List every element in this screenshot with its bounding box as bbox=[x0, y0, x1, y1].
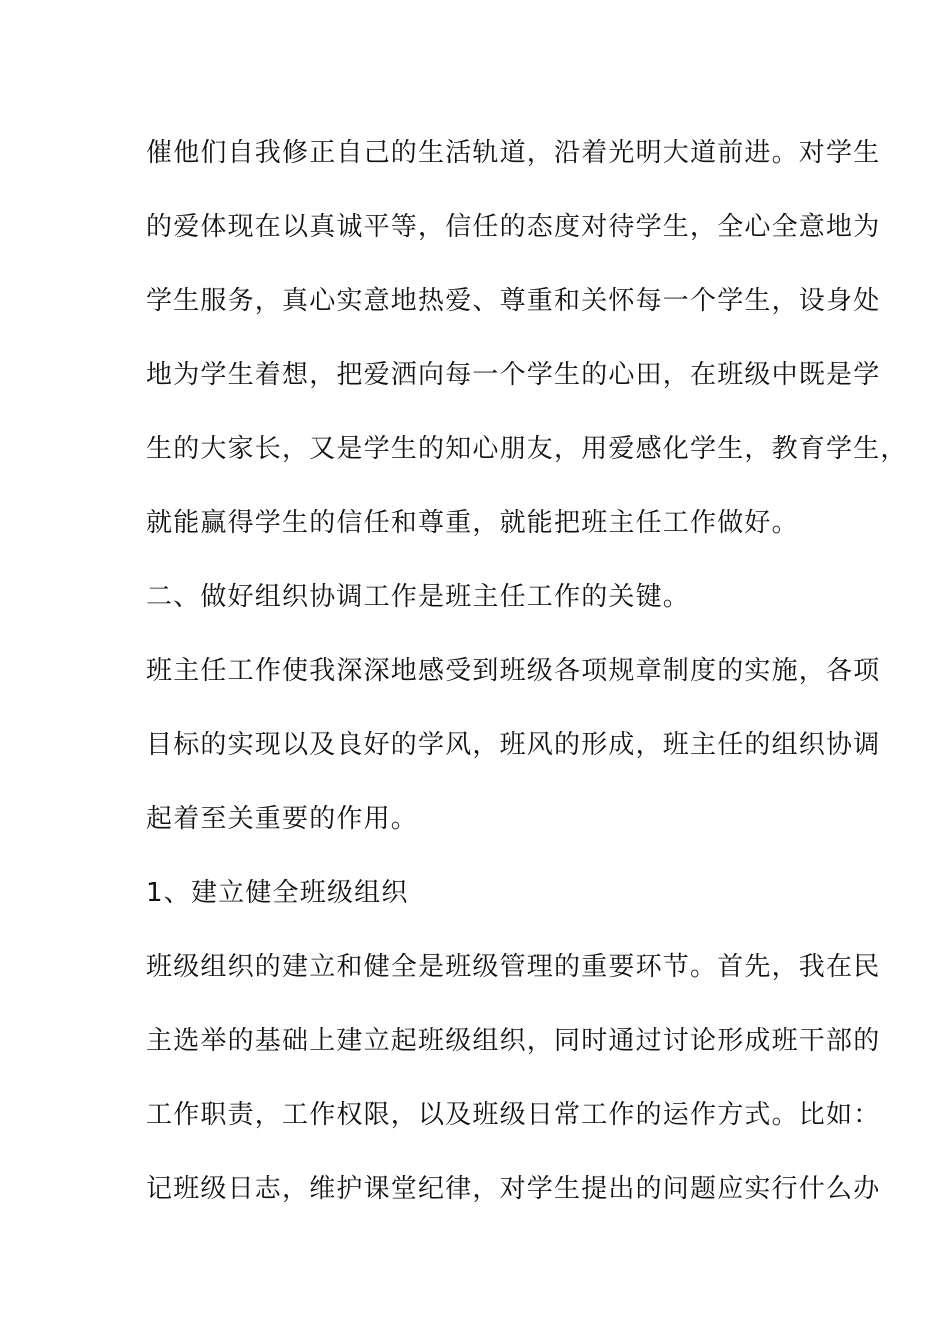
text-line: 就能赢得学生的信任和尊重，就能把班主任工作做好。 bbox=[146, 508, 799, 538]
text-line: 地为学生着想，把爱洒向每一个学生的心田，在班级中既是学 bbox=[146, 360, 881, 390]
text-line: 工作职责，工作权限，以及班级日常工作的运作方式。比如： bbox=[146, 1100, 881, 1130]
text-line: 学生服务，真心实意地热爱、尊重和关怀每一个学生，设身处 bbox=[146, 286, 881, 316]
text-line: 班主任工作使我深深地感受到班级各项规章制度的实施，各项 bbox=[146, 656, 881, 686]
text-line: 催他们自我修正自己的生活轨道，沿着光明大道前进。对学生 bbox=[146, 138, 881, 168]
text-line: 生的大家长，又是学生的知心朋友，用爱感化学生，教育学生， bbox=[146, 434, 908, 464]
text-line: 目标的实现以及良好的学风，班风的形成，班主任的组织协调 bbox=[146, 730, 881, 760]
section-heading: 二、做好组织协调工作是班主任工作的关键。 bbox=[146, 582, 691, 612]
text-line: 班级组织的建立和健全是班级管理的重要环节。首先，我在民 bbox=[146, 952, 881, 982]
text-line: 记班级日志，维护课堂纪律，对学生提出的问题应实行什么办 bbox=[146, 1174, 881, 1204]
text-line: 的爱体现在以真诚平等，信任的态度对待学生，全心全意地为 bbox=[146, 212, 881, 242]
text-line: 起着至关重要的作用。 bbox=[146, 804, 419, 834]
subsection-heading: 1、建立健全班级组织 bbox=[146, 878, 409, 908]
text-line: 主选举的基础上建立起班级组织，同时通过讨论形成班干部的 bbox=[146, 1026, 881, 1056]
